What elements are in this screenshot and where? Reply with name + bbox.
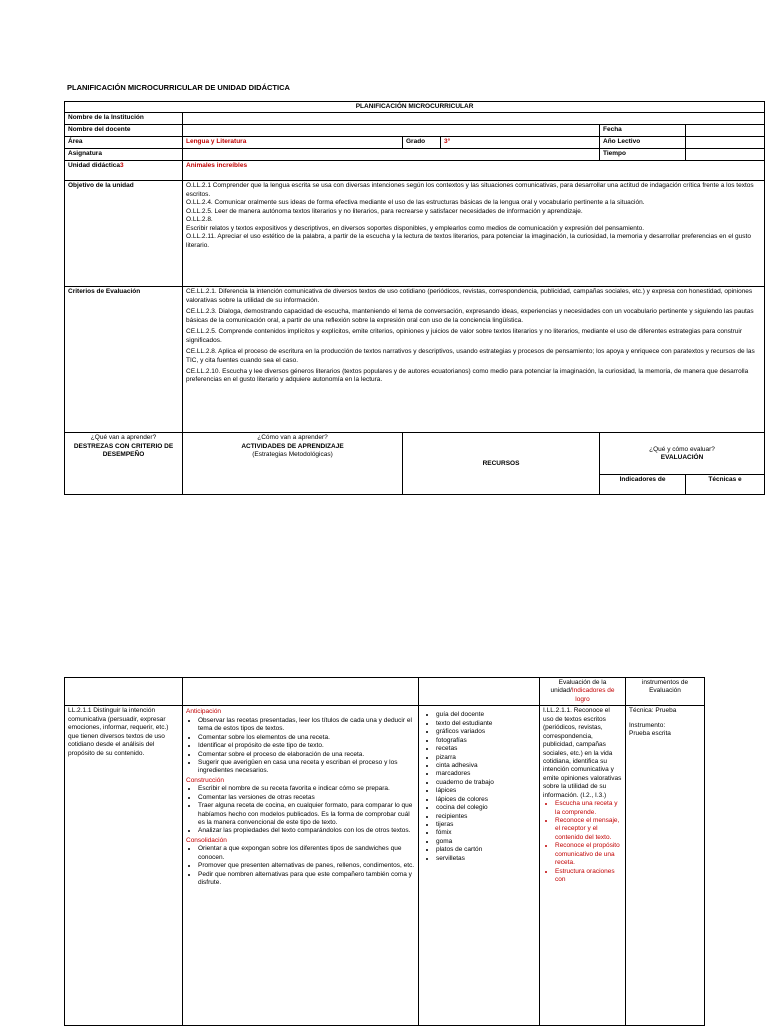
list-item: • Comentar las versiones de otras recetas <box>198 794 415 802</box>
list-item: • Orientar a que expongan sobre los diferentes tipos de sandwiches que conocen. <box>198 845 415 862</box>
anticipation-list <box>186 717 415 776</box>
resource-item: • goma <box>436 838 536 846</box>
institution-value[interactable] <box>183 113 765 125</box>
resource-item: • recetas <box>436 745 536 753</box>
indicators-cell <box>540 706 626 1026</box>
evaluation-header <box>600 433 765 475</box>
indicator-text: I.LL.2.1.1. Reconoce el uso de textos escritos (periódicos, revistas, correspondencia, publicidad, campañas sociales, etc.) en la vida cotidiana, identifica su intención comunicativa y emite opiniones valorativas sobre la utilidad de su información. (I.2., I.3.) <box>543 707 622 799</box>
unit-number: 3 <box>120 162 124 170</box>
instruments-cell <box>626 706 705 1026</box>
list-item: • Comentar sobre el proceso de elaboración de una receta. <box>198 751 415 759</box>
instrument-label: Instrumento: <box>629 721 666 729</box>
resources-list <box>422 711 536 863</box>
strategies-cell <box>183 706 419 1026</box>
construction-title: Construcción <box>186 776 224 784</box>
achievement-list <box>543 800 622 884</box>
technique-text: Técnica: Prueba <box>629 707 677 715</box>
school-year-value[interactable] <box>686 137 765 149</box>
resource-item: • lápices de colores <box>436 796 536 804</box>
list-item: • Sugerir que averigüen en casa una receta y escriban el proceso y los ingredientes necesarios. <box>198 759 415 776</box>
resource-item: • fotografías <box>436 737 536 745</box>
time-label: Tiempo <box>600 149 686 161</box>
unit-value: Animales increíbles <box>183 161 765 181</box>
objective-label: Objetivo de la unidad <box>65 181 183 287</box>
list-item: • Analizar las propiedades del texto comparándolos con los de otros textos. <box>198 827 415 835</box>
teacher-label: Nombre del docente <box>65 125 183 137</box>
evaluation-question: ¿Qué y cómo evaluar? <box>649 445 715 453</box>
activities-question: ¿Cómo van a aprender? <box>257 434 328 442</box>
techniques-header: Técnicas e <box>686 475 765 495</box>
activities-header <box>183 433 403 495</box>
eval-unit-header-text: Evaluación de la unidad/ <box>550 679 607 695</box>
criterion-item: CE.LL.2.8. Aplica el proceso de escritura en la producción de textos narrativos y descriptivos, usando estrategias y procesos de pensamiento; los apoya y enriquece con paratextos y recursos de las TIC, y cita fuentes cuando sea el caso. <box>186 348 755 364</box>
list-item: • Comentar sobre los elementos de una receta. <box>198 734 415 742</box>
activities-subtitle: (Estrategias Metodológicas) <box>252 451 333 459</box>
subject-value[interactable] <box>183 149 600 161</box>
resources-header: RECURSOS <box>403 433 600 495</box>
objective-item: O.LL.2.8. <box>186 216 213 224</box>
resource-item: • gráficos variados <box>436 728 536 736</box>
resource-item: • pizarra <box>436 754 536 762</box>
planning-table <box>64 101 765 495</box>
evaluation-title: EVALUACIÓN <box>660 453 704 461</box>
criterion-item: CE.LL.2.5. Comprende contenidos implícitos y explícitos, emite criterios, opiniones y juicios de valor sobre textos literarios y no literarios, mediante el uso de diferentes estrategias para construir significados. <box>186 328 743 344</box>
criterion-item: CE.LL.2.10. Escucha y lee diversos géneros literarios (textos populares y de autores ecuatorianos) como medio para potenciar la imaginación, la curiosidad, la memoria, de manera que desarrolla preferencias en el gusto literario y adquiere autonomía en la lectura. <box>186 367 749 384</box>
area-label: Área <box>65 137 183 149</box>
grade-value: 3° <box>441 137 600 149</box>
list-item: • Observar las recetas presentadas, leer los títulos de cada una y deducir el tema de estos tipos de textos. <box>198 717 415 734</box>
consolidation-title: Consolidación <box>186 836 227 844</box>
resource-item: • marcadores <box>436 770 536 778</box>
unit-label-text: Unidad didáctica <box>68 162 121 170</box>
list-item: • Escribir el nombre de su receta favorita e indicar cómo se prepara. <box>198 785 415 793</box>
document-title: PLANIFICACIÓN MICROCURRICULAR DE UNIDAD DIDÁCTICA <box>67 83 290 92</box>
list-item: • Traer alguna receta de cocina, en cualquier formato, para comparar lo que habíamos hecho con modelos publicados. Es la forma de comprobar cuál es la manera convencional de este tipo de texto. <box>198 802 415 827</box>
skills-header <box>65 433 183 495</box>
table-header: PLANIFICACIÓN MICROCURRICULAR <box>65 102 765 113</box>
objective-item: Escribir relatos y textos expositivos y descriptivos, en diversos soportes disponibles, y emplearlos como medios de comunicación y expresión del pensamiento. <box>186 224 645 232</box>
list-item: • Identificar el propósito de este tipo de texto. <box>198 742 415 750</box>
anticipation-title: Anticipación <box>186 708 222 716</box>
resource-item: • servilletas <box>436 855 536 863</box>
achievement-item: • Escucha una receta y la comprende. <box>555 800 622 817</box>
teacher-value[interactable] <box>183 125 600 137</box>
school-year-label: Año Lectivo <box>600 137 686 149</box>
objective-item: O.LL.2.1 Comprender que la lengua escrita se usa con diversas intenciones según los contextos y las situaciones comunicativas, para desarrollar una actitud de indagación crítica frente a los textos escritos. <box>186 182 754 198</box>
eval-unit-header-red: Indicadores de logro <box>571 687 615 703</box>
instruments-header: instrumentos de Evaluación <box>626 678 705 706</box>
resource-item: • platos de cartón <box>436 846 536 854</box>
list-item: • Pedir que nombren alternativas para que este compañero también coma y disfrute. <box>198 871 415 888</box>
consolidation-list <box>186 845 415 887</box>
resource-item: • lápices <box>436 787 536 795</box>
list-item: • Promover que presenten alternativas de panes, rellenos, condimentos, etc. <box>198 862 415 870</box>
resource-item: • cuaderno de trabajo <box>436 779 536 787</box>
empty-header-cell <box>65 678 183 706</box>
time-value[interactable] <box>686 149 765 161</box>
grade-label: Grado <box>403 137 441 149</box>
objectives-cell <box>183 181 765 287</box>
objective-item: O.LL.2.5. Leer de manera autónoma textos literarios y no literarios, para recrearse y satisfacer necesidades de información y aprendizaje. <box>186 207 583 215</box>
achievement-item: • Reconoce el propósito comunicativo de una receta. <box>555 842 622 867</box>
resource-item: • texto del estudiante <box>436 720 536 728</box>
unit-label <box>65 161 183 181</box>
date-value[interactable] <box>686 125 765 137</box>
resource-item: • recipientes <box>436 813 536 821</box>
criterion-item: CE.LL.2.1. Diferencia la intención comunicativa de diversos textos de uso cotidiano (periódicos, revistas, correspondencia, publicidad, campañas sociales, etc.) y expresa con honestidad, opiniones valorativas sobre la utilidad de su información. <box>186 288 753 304</box>
criteria-cell <box>183 287 765 433</box>
skill-cell: LL.2.1.1 Distinguir la intención comunicativa (persuadir, expresar emociones, informar, requerir, etc.) que tienen diversos textos de uso cotidiano desde el análisis del propósito de su contenido. <box>65 706 183 1026</box>
activities-table <box>64 677 705 1026</box>
construction-list <box>186 785 415 836</box>
instrument-value: Prueba escrita <box>629 730 671 738</box>
eval-unit-header <box>540 678 626 706</box>
skills-question: ¿Qué van a aprender? <box>90 434 157 442</box>
criterion-item: CE.LL.2.3. Dialoga, demostrando capacidad de escucha, manteniendo el tema de conversación, expresando ideas, experiencias y necesidades con un vocabulario pertinente y siguiendo las pautas básicas de la comunicación oral, a partir de una reflexión sobre la expresión oral con uso de la conciencia lingüística. <box>186 308 754 324</box>
objective-item: O.LL.2.4. Comunicar oralmente sus ideas de forma efectiva mediante el uso de las estructuras básicas de la lengua oral y vocabulario pertinente a la situación. <box>186 199 645 207</box>
resource-item: • tijeras <box>436 821 536 829</box>
empty-header-cell <box>419 678 540 706</box>
resources-cell <box>419 706 540 1026</box>
indicators-header: Indicadores de <box>600 475 686 495</box>
activities-title: ACTIVIDADES DE APRENDIZAJE <box>241 442 344 450</box>
resource-item: • guía del docente <box>436 711 536 719</box>
subject-label: Asignatura <box>65 149 183 161</box>
objective-item: O.LL.2.11. Apreciar el uso estético de la palabra, a partir de la escucha y la lectura de textos literarios, para potenciar la imaginación, la curiosidad, la memoria y desarrollar preferencias en el gusto literario. <box>186 233 751 249</box>
criteria-label: Criterios de Evaluación <box>65 287 183 433</box>
achievement-item: • Reconoce el mensaje, el receptor y el contenido del texto. <box>555 817 622 842</box>
skills-title: DESTREZAS CON CRITERIO DE DESEMPEÑO <box>73 442 174 459</box>
empty-header-cell <box>183 678 419 706</box>
area-value: Lengua y Literatura <box>183 137 403 149</box>
date-label: Fecha <box>600 125 686 137</box>
resource-item: • cinta adhesiva <box>436 762 536 770</box>
resource-item: • fómix <box>436 829 536 837</box>
achievement-item: • Estructura oraciones con <box>555 868 622 885</box>
institution-label: Nombre de la Institución <box>65 113 183 125</box>
resource-item: • cocina del colegio <box>436 804 536 812</box>
